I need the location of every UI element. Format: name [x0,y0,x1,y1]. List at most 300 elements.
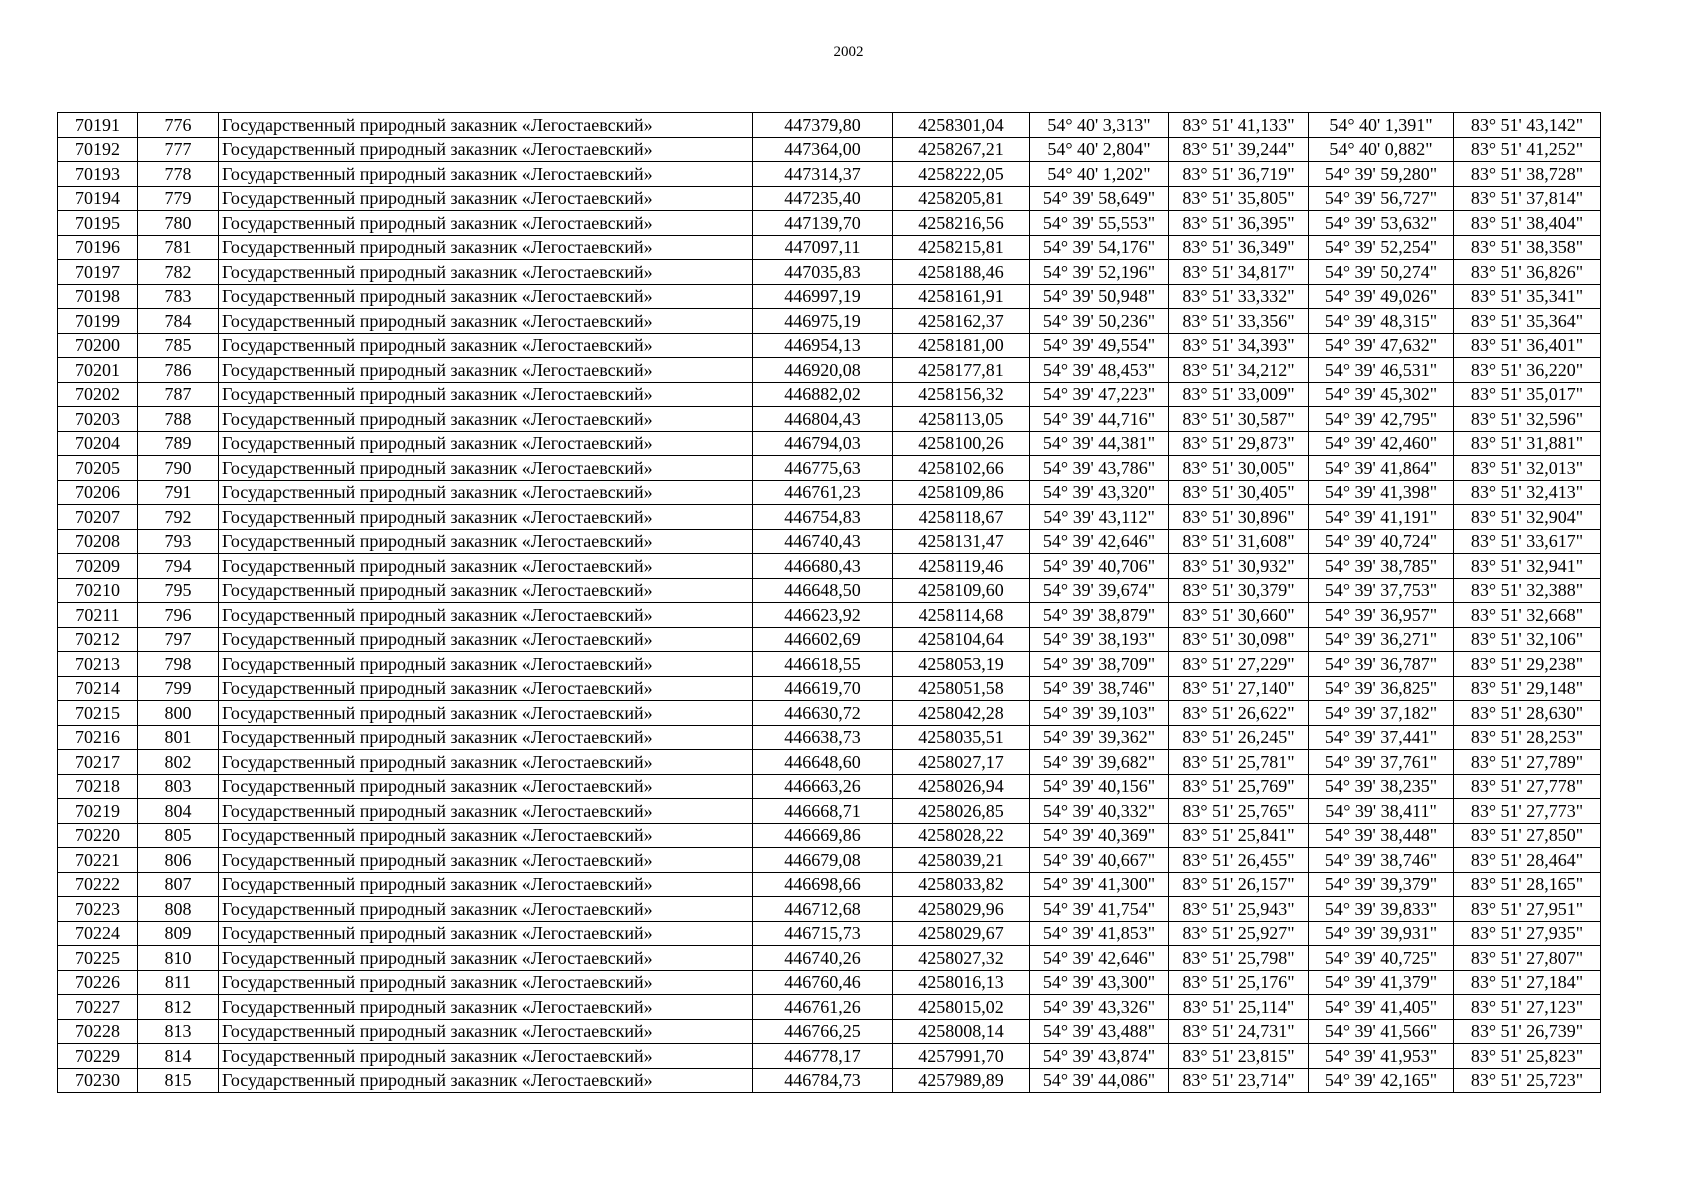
latitude-1-cell: 54° 39' 38,746" [1030,676,1169,701]
x-coordinate-cell: 446775,63 [753,456,893,481]
name-cell: Государственный природный заказник «Легостаевский» [219,603,753,628]
name-cell: Государственный природный заказник «Легостаевский» [219,456,753,481]
x-coordinate-cell: 446630,72 [753,701,893,726]
latitude-2-cell: 54° 39' 40,724" [1309,529,1454,554]
x-coordinate-cell: 446778,17 [753,1044,893,1069]
name-cell: Государственный природный заказник «Легостаевский» [219,137,753,162]
point-number-cell: 804 [138,799,219,824]
table-row [58,578,1601,603]
latitude-2-cell: 54° 40' 1,391" [1309,113,1454,138]
table-row [58,774,1601,799]
record-id-cell: 70221 [58,848,138,873]
longitude-1-cell: 83° 51' 30,405" [1169,480,1309,505]
name-cell: Государственный природный заказник «Легостаевский» [219,725,753,750]
x-coordinate-cell: 446761,23 [753,480,893,505]
latitude-1-cell: 54° 39' 38,879" [1030,603,1169,628]
record-id-cell: 70203 [58,407,138,432]
longitude-2-cell: 83° 51' 27,778" [1454,774,1601,799]
longitude-2-cell: 83° 51' 38,358" [1454,235,1601,260]
name-cell: Государственный природный заказник «Легостаевский» [219,750,753,775]
name-cell: Государственный природный заказник «Легостаевский» [219,333,753,358]
latitude-1-cell: 54° 39' 40,706" [1030,554,1169,579]
name-cell: Государственный природный заказник «Легостаевский» [219,774,753,799]
longitude-1-cell: 83° 51' 30,932" [1169,554,1309,579]
point-number-cell: 807 [138,872,219,897]
y-coordinate-cell: 4258027,32 [893,946,1030,971]
y-coordinate-cell: 4258188,46 [893,260,1030,285]
table-row [58,113,1601,138]
point-number-cell: 809 [138,921,219,946]
latitude-1-cell: 54° 39' 43,300" [1030,970,1169,995]
point-number-cell: 814 [138,1044,219,1069]
latitude-1-cell: 54° 39' 41,754" [1030,897,1169,922]
point-number-cell: 806 [138,848,219,873]
y-coordinate-cell: 4258216,56 [893,211,1030,236]
table-row [58,333,1601,358]
x-coordinate-cell: 446954,13 [753,333,893,358]
point-number-cell: 788 [138,407,219,432]
longitude-1-cell: 83° 51' 33,332" [1169,284,1309,309]
x-coordinate-cell: 446663,26 [753,774,893,799]
name-cell: Государственный природный заказник «Легостаевский» [219,627,753,652]
record-id-cell: 70224 [58,921,138,946]
y-coordinate-cell: 4258053,19 [893,652,1030,677]
latitude-1-cell: 54° 39' 43,112" [1030,505,1169,530]
record-id-cell: 70206 [58,480,138,505]
longitude-1-cell: 83° 51' 26,245" [1169,725,1309,750]
latitude-1-cell: 54° 39' 42,646" [1030,946,1169,971]
table-row [58,235,1601,260]
longitude-2-cell: 83° 51' 27,773" [1454,799,1601,824]
latitude-1-cell: 54° 40' 2,804" [1030,137,1169,162]
point-number-cell: 778 [138,162,219,187]
longitude-2-cell: 83° 51' 31,881" [1454,431,1601,456]
latitude-2-cell: 54° 39' 42,165" [1309,1068,1454,1093]
name-cell: Государственный природный заказник «Легостаевский» [219,970,753,995]
table-row [58,1044,1601,1069]
longitude-2-cell: 83° 51' 33,617" [1454,529,1601,554]
longitude-2-cell: 83° 51' 25,823" [1454,1044,1601,1069]
longitude-2-cell: 83° 51' 38,404" [1454,211,1601,236]
y-coordinate-cell: 4258033,82 [893,872,1030,897]
latitude-1-cell: 54° 39' 50,236" [1030,309,1169,334]
latitude-2-cell: 54° 39' 42,460" [1309,431,1454,456]
longitude-1-cell: 83° 51' 25,114" [1169,995,1309,1020]
x-coordinate-cell: 446760,46 [753,970,893,995]
x-coordinate-cell: 446619,70 [753,676,893,701]
latitude-1-cell: 54° 39' 43,488" [1030,1019,1169,1044]
point-number-cell: 776 [138,113,219,138]
x-coordinate-cell: 446669,86 [753,823,893,848]
name-cell: Государственный природный заказник «Легостаевский» [219,701,753,726]
latitude-2-cell: 54° 39' 42,795" [1309,407,1454,432]
point-number-cell: 794 [138,554,219,579]
longitude-1-cell: 83° 51' 27,140" [1169,676,1309,701]
record-id-cell: 70219 [58,799,138,824]
longitude-2-cell: 83° 51' 35,364" [1454,309,1601,334]
y-coordinate-cell: 4258015,02 [893,995,1030,1020]
name-cell: Государственный природный заказник «Легостаевский» [219,505,753,530]
latitude-2-cell: 54° 39' 38,746" [1309,848,1454,873]
record-id-cell: 70207 [58,505,138,530]
point-number-cell: 803 [138,774,219,799]
latitude-1-cell: 54° 39' 48,453" [1030,358,1169,383]
point-number-cell: 791 [138,480,219,505]
record-id-cell: 70212 [58,627,138,652]
longitude-1-cell: 83° 51' 26,157" [1169,872,1309,897]
y-coordinate-cell: 4257991,70 [893,1044,1030,1069]
name-cell: Государственный природный заказник «Легостаевский» [219,211,753,236]
longitude-2-cell: 83° 51' 32,413" [1454,480,1601,505]
longitude-1-cell: 83° 51' 36,395" [1169,211,1309,236]
x-coordinate-cell: 446920,08 [753,358,893,383]
latitude-1-cell: 54° 39' 40,667" [1030,848,1169,873]
table-row [58,358,1601,383]
longitude-1-cell: 83° 51' 30,005" [1169,456,1309,481]
point-number-cell: 785 [138,333,219,358]
y-coordinate-cell: 4258156,32 [893,382,1030,407]
name-cell: Государственный природный заказник «Легостаевский» [219,848,753,873]
latitude-2-cell: 54° 39' 39,833" [1309,897,1454,922]
latitude-2-cell: 54° 40' 0,882" [1309,137,1454,162]
latitude-2-cell: 54° 39' 41,191" [1309,505,1454,530]
x-coordinate-cell: 446882,02 [753,382,893,407]
longitude-2-cell: 83° 51' 26,739" [1454,1019,1601,1044]
x-coordinate-cell: 446638,73 [753,725,893,750]
table-row [58,211,1601,236]
latitude-2-cell: 54° 39' 37,761" [1309,750,1454,775]
point-number-cell: 801 [138,725,219,750]
longitude-2-cell: 83° 51' 28,464" [1454,848,1601,873]
x-coordinate-cell: 446740,26 [753,946,893,971]
longitude-2-cell: 83° 51' 32,596" [1454,407,1601,432]
name-cell: Государственный природный заказник «Легостаевский» [219,799,753,824]
table-row [58,529,1601,554]
record-id-cell: 70200 [58,333,138,358]
latitude-2-cell: 54° 39' 37,753" [1309,578,1454,603]
point-number-cell: 786 [138,358,219,383]
y-coordinate-cell: 4258215,81 [893,235,1030,260]
y-coordinate-cell: 4258051,58 [893,676,1030,701]
record-id-cell: 70196 [58,235,138,260]
record-id-cell: 70223 [58,897,138,922]
longitude-2-cell: 83° 51' 32,106" [1454,627,1601,652]
table-row [58,970,1601,995]
table-row [58,1068,1601,1093]
longitude-1-cell: 83° 51' 30,660" [1169,603,1309,628]
longitude-1-cell: 83° 51' 25,841" [1169,823,1309,848]
y-coordinate-cell: 4258162,37 [893,309,1030,334]
point-number-cell: 792 [138,505,219,530]
x-coordinate-cell: 446680,43 [753,554,893,579]
longitude-2-cell: 83° 51' 27,123" [1454,995,1601,1020]
table-row [58,186,1601,211]
table-row [58,505,1601,530]
record-id-cell: 70204 [58,431,138,456]
y-coordinate-cell: 4258181,00 [893,333,1030,358]
table-row [58,652,1601,677]
longitude-1-cell: 83° 51' 41,133" [1169,113,1309,138]
latitude-2-cell: 54° 39' 41,953" [1309,1044,1454,1069]
name-cell: Государственный природный заказник «Легостаевский» [219,578,753,603]
name-cell: Государственный природный заказник «Легостаевский» [219,921,753,946]
latitude-1-cell: 54° 39' 41,853" [1030,921,1169,946]
table-row [58,382,1601,407]
x-coordinate-cell: 447097,11 [753,235,893,260]
latitude-1-cell: 54° 39' 44,716" [1030,407,1169,432]
y-coordinate-cell: 4258131,47 [893,529,1030,554]
point-number-cell: 787 [138,382,219,407]
latitude-2-cell: 54° 39' 47,632" [1309,333,1454,358]
y-coordinate-cell: 4258008,14 [893,1019,1030,1044]
y-coordinate-cell: 4258222,05 [893,162,1030,187]
name-cell: Государственный природный заказник «Легостаевский» [219,162,753,187]
x-coordinate-cell: 446602,69 [753,627,893,652]
x-coordinate-cell: 446975,19 [753,309,893,334]
record-id-cell: 70229 [58,1044,138,1069]
latitude-1-cell: 54° 39' 44,086" [1030,1068,1169,1093]
record-id-cell: 70215 [58,701,138,726]
longitude-2-cell: 83° 51' 28,630" [1454,701,1601,726]
record-id-cell: 70225 [58,946,138,971]
latitude-2-cell: 54° 39' 59,280" [1309,162,1454,187]
longitude-2-cell: 83° 51' 41,252" [1454,137,1601,162]
latitude-1-cell: 54° 40' 3,313" [1030,113,1169,138]
latitude-1-cell: 54° 39' 54,176" [1030,235,1169,260]
record-id-cell: 70211 [58,603,138,628]
y-coordinate-cell: 4258161,91 [893,284,1030,309]
longitude-2-cell: 83° 51' 36,401" [1454,333,1601,358]
table-row [58,162,1601,187]
record-id-cell: 70227 [58,995,138,1020]
longitude-1-cell: 83° 51' 36,719" [1169,162,1309,187]
x-coordinate-cell: 446712,68 [753,897,893,922]
table-row [58,946,1601,971]
table-row [58,823,1601,848]
latitude-2-cell: 54° 39' 48,315" [1309,309,1454,334]
x-coordinate-cell: 446679,08 [753,848,893,873]
longitude-1-cell: 83° 51' 33,009" [1169,382,1309,407]
record-id-cell: 70218 [58,774,138,799]
latitude-1-cell: 54° 39' 43,320" [1030,480,1169,505]
y-coordinate-cell: 4258205,81 [893,186,1030,211]
longitude-2-cell: 83° 51' 32,904" [1454,505,1601,530]
x-coordinate-cell: 446997,19 [753,284,893,309]
latitude-2-cell: 54° 39' 36,825" [1309,676,1454,701]
longitude-2-cell: 83° 51' 27,184" [1454,970,1601,995]
record-id-cell: 70202 [58,382,138,407]
y-coordinate-cell: 4258104,64 [893,627,1030,652]
name-cell: Государственный природный заказник «Легостаевский» [219,946,753,971]
point-number-cell: 802 [138,750,219,775]
latitude-2-cell: 54° 39' 56,727" [1309,186,1454,211]
table-row [58,897,1601,922]
point-number-cell: 789 [138,431,219,456]
record-id-cell: 70208 [58,529,138,554]
name-cell: Государственный природный заказник «Легостаевский» [219,529,753,554]
point-number-cell: 795 [138,578,219,603]
latitude-2-cell: 54° 39' 37,182" [1309,701,1454,726]
x-coordinate-cell: 447364,00 [753,137,893,162]
longitude-1-cell: 83° 51' 34,212" [1169,358,1309,383]
latitude-2-cell: 54° 39' 39,379" [1309,872,1454,897]
name-cell: Государственный природный заказник «Легостаевский» [219,431,753,456]
latitude-1-cell: 54° 40' 1,202" [1030,162,1169,187]
table-row [58,603,1601,628]
longitude-1-cell: 83° 51' 30,379" [1169,578,1309,603]
x-coordinate-cell: 446648,50 [753,578,893,603]
longitude-2-cell: 83° 51' 32,668" [1454,603,1601,628]
y-coordinate-cell: 4258113,05 [893,407,1030,432]
record-id-cell: 70193 [58,162,138,187]
name-cell: Государственный природный заказник «Легостаевский» [219,113,753,138]
y-coordinate-cell: 4258118,67 [893,505,1030,530]
latitude-2-cell: 54° 39' 50,274" [1309,260,1454,285]
name-cell: Государственный природный заказник «Легостаевский» [219,652,753,677]
y-coordinate-cell: 4258029,96 [893,897,1030,922]
name-cell: Государственный природный заказник «Легостаевский» [219,676,753,701]
longitude-1-cell: 83° 51' 25,943" [1169,897,1309,922]
page-number: 2002 [833,44,864,60]
record-id-cell: 70220 [58,823,138,848]
latitude-2-cell: 54° 39' 37,441" [1309,725,1454,750]
point-number-cell: 812 [138,995,219,1020]
latitude-2-cell: 54° 39' 41,566" [1309,1019,1454,1044]
longitude-1-cell: 83° 51' 26,455" [1169,848,1309,873]
latitude-2-cell: 54° 39' 38,235" [1309,774,1454,799]
latitude-2-cell: 54° 39' 38,411" [1309,799,1454,824]
name-cell: Государственный природный заказник «Легостаевский» [219,1044,753,1069]
latitude-2-cell: 54° 39' 41,864" [1309,456,1454,481]
y-coordinate-cell: 4258039,21 [893,848,1030,873]
longitude-1-cell: 83° 51' 23,714" [1169,1068,1309,1093]
y-coordinate-cell: 4258119,46 [893,554,1030,579]
longitude-1-cell: 83° 51' 35,805" [1169,186,1309,211]
latitude-1-cell: 54° 39' 40,332" [1030,799,1169,824]
point-number-cell: 805 [138,823,219,848]
latitude-2-cell: 54° 39' 36,787" [1309,652,1454,677]
name-cell: Государственный природный заказник «Легостаевский» [219,823,753,848]
longitude-1-cell: 83° 51' 25,927" [1169,921,1309,946]
longitude-2-cell: 83° 51' 28,253" [1454,725,1601,750]
longitude-1-cell: 83° 51' 25,176" [1169,970,1309,995]
longitude-2-cell: 83° 51' 32,941" [1454,554,1601,579]
longitude-2-cell: 83° 51' 35,341" [1454,284,1601,309]
longitude-2-cell: 83° 51' 43,142" [1454,113,1601,138]
longitude-1-cell: 83° 51' 27,229" [1169,652,1309,677]
y-coordinate-cell: 4258109,60 [893,578,1030,603]
x-coordinate-cell: 446668,71 [753,799,893,824]
longitude-1-cell: 83° 51' 29,873" [1169,431,1309,456]
point-number-cell: 781 [138,235,219,260]
y-coordinate-cell: 4257989,89 [893,1068,1030,1093]
latitude-1-cell: 54° 39' 39,674" [1030,578,1169,603]
point-number-cell: 798 [138,652,219,677]
longitude-1-cell: 83° 51' 25,798" [1169,946,1309,971]
table-row [58,676,1601,701]
latitude-1-cell: 54° 39' 38,709" [1030,652,1169,677]
point-number-cell: 799 [138,676,219,701]
point-number-cell: 800 [138,701,219,726]
y-coordinate-cell: 4258035,51 [893,725,1030,750]
point-number-cell: 815 [138,1068,219,1093]
point-number-cell: 782 [138,260,219,285]
longitude-2-cell: 83° 51' 32,013" [1454,456,1601,481]
longitude-1-cell: 83° 51' 26,622" [1169,701,1309,726]
latitude-2-cell: 54° 39' 52,254" [1309,235,1454,260]
x-coordinate-cell: 446766,25 [753,1019,893,1044]
longitude-2-cell: 83° 51' 38,728" [1454,162,1601,187]
record-id-cell: 70228 [58,1019,138,1044]
table-row [58,995,1601,1020]
longitude-1-cell: 83° 51' 30,098" [1169,627,1309,652]
table-row [58,725,1601,750]
table-row [58,456,1601,481]
record-id-cell: 70205 [58,456,138,481]
table-row [58,701,1601,726]
latitude-2-cell: 54° 39' 39,931" [1309,921,1454,946]
point-number-cell: 777 [138,137,219,162]
longitude-2-cell: 83° 51' 28,165" [1454,872,1601,897]
longitude-2-cell: 83° 51' 35,017" [1454,382,1601,407]
longitude-1-cell: 83° 51' 30,587" [1169,407,1309,432]
x-coordinate-cell: 447035,83 [753,260,893,285]
latitude-1-cell: 54° 39' 42,646" [1030,529,1169,554]
coordinates-table [57,112,1601,1093]
x-coordinate-cell: 446794,03 [753,431,893,456]
name-cell: Государственный природный заказник «Легостаевский» [219,186,753,211]
latitude-1-cell: 54° 39' 40,156" [1030,774,1169,799]
name-cell: Государственный природный заказник «Легостаевский» [219,284,753,309]
point-number-cell: 797 [138,627,219,652]
name-cell: Государственный природный заказник «Легостаевский» [219,995,753,1020]
y-coordinate-cell: 4258100,26 [893,431,1030,456]
y-coordinate-cell: 4258301,04 [893,113,1030,138]
x-coordinate-cell: 446698,66 [753,872,893,897]
latitude-1-cell: 54° 39' 39,362" [1030,725,1169,750]
x-coordinate-cell: 446618,55 [753,652,893,677]
latitude-1-cell: 54° 39' 43,326" [1030,995,1169,1020]
latitude-2-cell: 54° 39' 49,026" [1309,284,1454,309]
record-id-cell: 70222 [58,872,138,897]
latitude-1-cell: 54° 39' 50,948" [1030,284,1169,309]
table-row [58,799,1601,824]
longitude-2-cell: 83° 51' 27,789" [1454,750,1601,775]
x-coordinate-cell: 447139,70 [753,211,893,236]
table-row [58,309,1601,334]
name-cell: Государственный природный заказник «Легостаевский» [219,480,753,505]
longitude-2-cell: 83° 51' 27,850" [1454,823,1601,848]
table-row [58,480,1601,505]
latitude-1-cell: 54° 39' 43,874" [1030,1044,1169,1069]
record-id-cell: 70201 [58,358,138,383]
record-id-cell: 70210 [58,578,138,603]
record-id-cell: 70213 [58,652,138,677]
longitude-1-cell: 83° 51' 23,815" [1169,1044,1309,1069]
longitude-2-cell: 83° 51' 25,723" [1454,1068,1601,1093]
latitude-1-cell: 54° 39' 52,196" [1030,260,1169,285]
y-coordinate-cell: 4258028,22 [893,823,1030,848]
latitude-2-cell: 54° 39' 45,302" [1309,382,1454,407]
x-coordinate-cell: 447235,40 [753,186,893,211]
latitude-1-cell: 54° 39' 55,553" [1030,211,1169,236]
record-id-cell: 70197 [58,260,138,285]
name-cell: Государственный природный заказник «Легостаевский» [219,382,753,407]
table-row [58,1019,1601,1044]
point-number-cell: 780 [138,211,219,236]
x-coordinate-cell: 446623,92 [753,603,893,628]
latitude-2-cell: 54° 39' 36,271" [1309,627,1454,652]
